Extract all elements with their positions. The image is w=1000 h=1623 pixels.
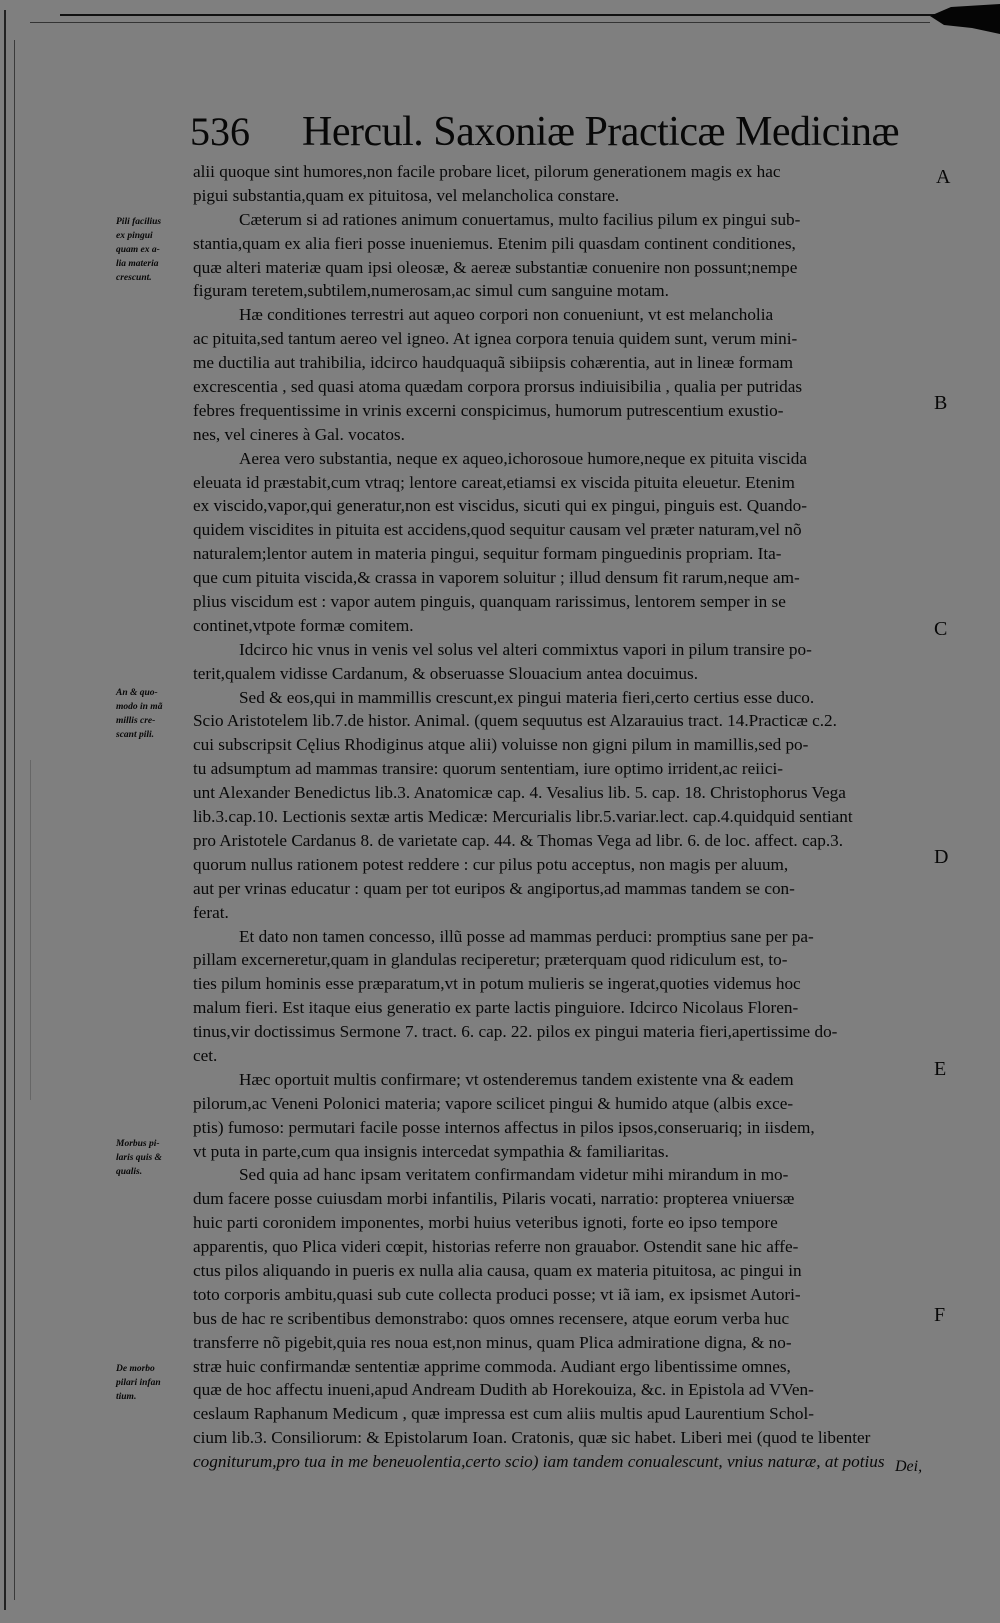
text-line: febres frequentissime in vrinis excerni conspicimus, humorum putrescentium exustio- [193, 400, 784, 420]
text-line: me ductilia aut trahibilia, idcirco haudquaquã sibiipsis cohærentia, aut in lineæ formam [193, 353, 793, 373]
text-line: Hæ conditiones terrestri aut aqueo corpori non conueniunt, vt est melancholia [239, 305, 774, 325]
text-line: nes, vel cineres à Gal. vocatos. [193, 424, 405, 444]
page-edge-left [4, 10, 6, 1610]
text-line: plius viscidum est : vapor autem pinguis, quanquam rarissimus, lentorem semper in se [193, 592, 786, 612]
margin-note-line: Pili facilius [116, 217, 162, 227]
margin-note-line: Morbus pi- [116, 1139, 160, 1149]
margin-note-line: crescunt. [116, 273, 152, 283]
text-line: pigui substantia,quam ex pituitosa, vel melancholica constare. [193, 185, 620, 205]
text-line: continet,vtpote formæ comitem. [193, 615, 414, 635]
margin-note-line: An & quo- [116, 688, 158, 698]
margin-letter-c: C [934, 618, 948, 640]
text-line: unt Alexander Benedictus lib.3. Anatomicæ cap. 4. Vesalius lib. 5. cap. 18. Christophorus Vega [193, 783, 846, 803]
margin-note-2 [116, 686, 192, 742]
text-line: pilorum,ac Veneni Polonici materia; vapore scilicet pingui & humido atque (albis exce- [193, 1093, 794, 1113]
text-line: quidem viscidites in pituita est accidens,quod sequitur causam vel præter naturam,vel nõ [193, 520, 802, 540]
text-line: apparentis, quo Plica videri cœpit, historias referre non grauabor. Ostendit sane hic affe- [193, 1237, 799, 1257]
text-line: pro Aristotele Cardanus 8. de varietate cap. 44. & Thomas Vega ad libr. 6. de loc. affect. cap.3. [193, 830, 844, 850]
text-line: malum fieri. Est itaque eius generatio ex parte lactis pinguiore. Idcirco Nicolaus Floren- [193, 998, 799, 1018]
margin-letter-a: A [936, 166, 951, 188]
text-line: cogniturum,pro tua in me beneuolentia,certo scio) iam tandem conualescunt, vnius naturæ, at potius [193, 1452, 885, 1472]
left-gutter-line [30, 760, 31, 1100]
margin-note-4 [116, 1362, 192, 1404]
margin-letter-f: F [934, 1304, 946, 1326]
running-title: Hercul. Saxoniæ Practicæ Medicinæ [302, 109, 900, 155]
text-line: ceslaum Raphanum Medicum , quæ impressa est cum aliis multis apud Laurentium Schol- [193, 1404, 815, 1424]
catchword: Dei, [895, 1458, 923, 1475]
text-line: stantia,quam ex alia fieri posse inueniemus. Etenim pili quasdam continent conditiones, [193, 233, 796, 253]
text-line: cui subscripsit Cęlius Rhodiginus atque alii) voluisse non gigni pilum in mamillis,sed po- [193, 735, 809, 755]
text-line: eleuata id præstabit,cum vtraq; lentore careat,etiamsi ex viscida pituita eleuetur. Etenim [193, 472, 795, 492]
margin-note-line: millis cre- [116, 716, 156, 726]
margin-letter-d: D [934, 846, 949, 868]
text-line: Et dato non tamen concesso, illũ posse ad mammas perduci: promptius sane per pa- [239, 926, 814, 946]
text-line: cet. [193, 1045, 218, 1065]
text-line: Sed & eos,qui in mammillis crescunt,ex pingui materia fieri,certo certius esse duco. [239, 687, 815, 707]
text-line: aut per vrinas educatur : quam per tot euripos & angiportus,ad mammas tandem se con- [193, 878, 795, 898]
text-line: que cum pituita viscida,& crassa in vaporem soluitur ; illud densum fit rarum,neque am- [193, 568, 800, 588]
text-line: quæ de hoc affectu inueni,apud Andream Dudith ab Horekouiza, &c. in Epistola ad VVen- [193, 1380, 814, 1400]
margin-letter-b: B [934, 392, 948, 414]
margin-note-3 [116, 1137, 192, 1179]
text-line: bus de hac re scribentibus demonstrabo: quos omnes recensere, atque eorum verba huc [193, 1308, 790, 1328]
margin-note-line: pilari infan [116, 1378, 161, 1388]
page-header [190, 108, 950, 158]
text-line: huic parti coronidem imponentes, morbi huius veteribus ignoti, forte eo ipso tempore [193, 1213, 778, 1233]
text-line: tinus,vir doctissimus Sermone 7. tract. 6. cap. 22. pilos ex pingui materia fieri,apertissime do- [193, 1022, 838, 1042]
margin-note-1 [116, 215, 192, 285]
corner-ink-blot [930, 4, 1000, 34]
text-line: alii quoque sint humores,non facile probare licet, pilorum generationem magis ex hac [193, 162, 781, 181]
margin-note-line: laris quis & [116, 1153, 162, 1163]
margin-note-line: quam ex a- [116, 245, 160, 255]
text-line: stræ huic confirmandæ sententiæ apprime commoda. Audiant ergo libentissime omnes, [193, 1356, 791, 1376]
text-line: Hæc oportuit multis confirmare; vt ostenderemus tandem existente vna & eadem [239, 1069, 794, 1089]
text-line: figuram teretem,subtilem,numerosam,ac simul cum sanguine motam. [193, 281, 669, 301]
text-line: toto corporis ambitu,quasi sub cute collecta produci posse; vt iã iam, ex ipsismet Autori- [193, 1284, 801, 1304]
margin-letter-e: E [934, 1058, 947, 1080]
text-line: Aerea vero substantia, neque ex aqueo,ichorosoue humore,neque ex pituita viscida [239, 448, 807, 468]
text-line: lib.3.cap.10. Lectionis sextæ artis Medicæ: Mercurialis libr.5.variar.lect. cap.4.quidquid sentiant [193, 807, 853, 827]
text-line: transferre nõ pigebit,quia res noua est,non minus, quam Plica admiratione digna, & no- [193, 1332, 792, 1352]
text-line: ac pituita,sed tantum aereo vel igneo. At ignea corpora tenuia quidem sunt, verum mini- [193, 329, 798, 349]
text-line: Scio Aristotelem lib.7.de histor. Animal. (quem sequutus est Alzarauius tract. 14.Practicæ c.2. [193, 711, 837, 731]
text-line: ferat. [193, 902, 229, 922]
top-edge-rule [60, 14, 940, 16]
text-line: ptis) fumoso: permutari facile posse internos affectus in pilos ipsos,conseruariq; in iisdem, [193, 1117, 815, 1137]
text-line: Sed quia ad hanc ipsam veritatem confirmandam videtur mihi mirandum in mo- [239, 1165, 789, 1185]
text-line: excrescentia , sed quasi atoma quædam corpora prorsus indiuisibilia , qualia per putridas [193, 377, 803, 397]
text-line: Cæterum si ad rationes animum conuertamus, multo facilius pilum ex pingui sub- [239, 209, 801, 229]
text-line: dum facere posse cuiusdam morbi infantilis, Pilaris vocati, narratio: propterea vniuersæ [193, 1189, 795, 1209]
body-text [193, 160, 930, 1474]
margin-note-line: modo in mã [116, 702, 163, 712]
page-edge-left-inner [14, 40, 15, 1600]
text-line: tu adsumptum ad mammas transire: quorum sententiam, iure optimo irrident,ac reiici- [193, 759, 783, 779]
text-line: vt puta in parte,cum qua insignis intercedat sympathia & familiaritas. [193, 1141, 669, 1161]
text-line: naturalem;lentor autem in materia pingui, sequitur formam pinguedinis propriam. Ita- [193, 544, 782, 564]
text-line: quorum nullus rationem potest reddere : cur pilus potu acceptus, non magis per aluum, [193, 854, 789, 874]
margin-note-line: lia materia [116, 259, 159, 269]
top-edge-rule-inner [30, 22, 930, 23]
text-line: ex viscido,vapor,qui generatur,non est viscidus, sicuti qui ex pingui, pinguis est. Quando- [193, 496, 807, 516]
margin-note-line: De morbo [116, 1364, 155, 1374]
text-line: pillam excerneretur,quam in glandulas reciperetur; præterquam quod ridiculum est, to- [193, 950, 788, 970]
margin-note-line: qualis. [116, 1167, 143, 1177]
text-line: ctus pilos aliquando in pueris ex nulla alia causa, quam ex materia pituitosa, ac pingui in [193, 1260, 802, 1280]
text-line: Idcirco hic vnus in venis vel solus vel alteri commixtus vapori in pilum transire po- [239, 639, 812, 659]
text-line: terit,qualem vidisse Cardanum, & obseruasse Slouacium antea docuimus. [193, 663, 699, 683]
margin-note-line: ex pingui [116, 231, 153, 241]
text-line: cium lib.3. Consiliorum: & Epistolarum Ioan. Cratonis, quæ sic habet. Liberi mei (quod te libenter [193, 1428, 871, 1448]
margin-note-line: scant pili. [116, 730, 155, 740]
folio-number: 536 [190, 109, 250, 154]
text-line: ties pilum hominis esse præparatum,vt in potum mulieris se ingerat,quoties videmus hoc [193, 974, 801, 994]
text-line: quæ alteri materiæ quam ipsi oleosæ, & aereæ substantiæ conuenire non possunt;nempe [193, 257, 798, 277]
margin-note-line: tium. [116, 1392, 137, 1402]
